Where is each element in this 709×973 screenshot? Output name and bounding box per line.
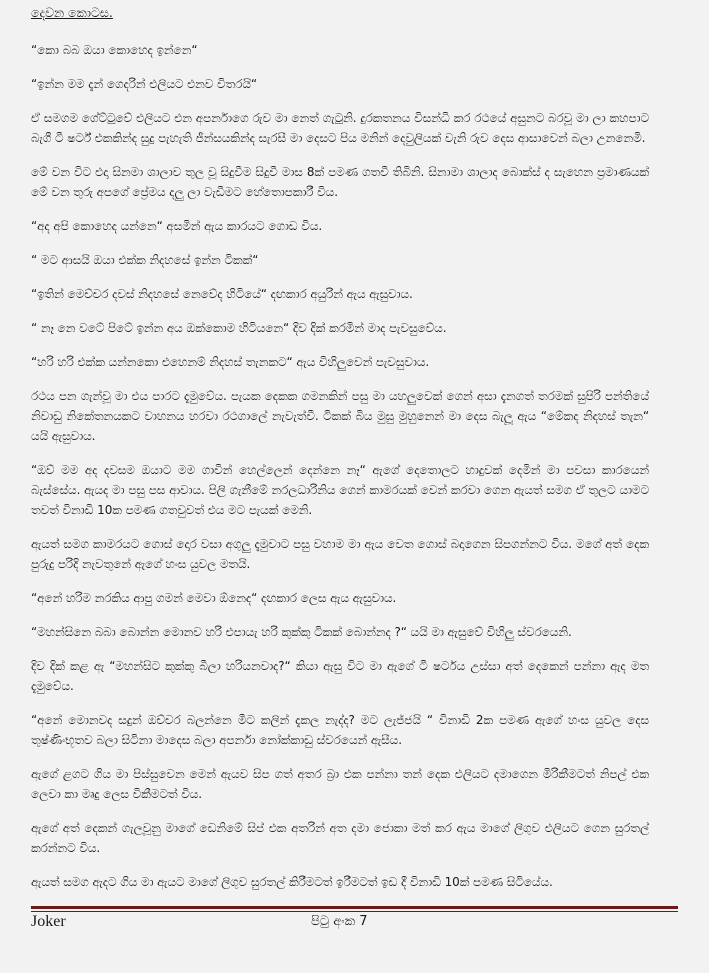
body-text <box>31 40 649 892</box>
paragraph: “ඔව් මම අද දවසම ඔයාට මම ගාවින් හෙල්ලෙන් දෙන්නෙ නෑ“ ඇගේ දෙතොලට හාදුවක් දෙමින් මා පවසා කාරයෙන් බැස්සේය. ඇයද මා පසු පස ආවාය. පිලි ගැනීමේ නරලධාරිනිය ගෙන් කාමරයක් වෙන් කරවා ගෙන ඇයත් සමග ඒ තුලට යාමට තවත් විනාඩි 10ක පමණ ගතවුවත් එය මට පැයක් මෙනි. <box>31 463 649 517</box>
paragraph: “ මට ආසයි ඔයා එක්ක නිදහසේ ඉන්න ටිකක්“ <box>31 253 259 267</box>
paragraph: ඒ සමගම ගේට්ටුවේ එලියට එන අපර්නාගෙ රුව මා නෙත් ගැටුනි. දුරකතනය විසන්ධි කර රථයේ අසුනට බරවූ මා ලා කහපාට බැගී ටී ෂර්ට් එකකින්ද සුදු පැහැති ජීන්සයකින්ද සැරසී මා දෙසට පිය මනින් දෙවුලියක් වැනි රුව දෙස ආසාවෙන් බලා උනනෙමි. <box>31 111 649 145</box>
paragraph: “මහන්සිනෙ බබා බොන්න මොනව හරි එපායැ හරි කුක්කු ටිකක් බොන්නද ?“ යයි මා ඇසුවේ විහිලු ස්වරයෙනි. <box>31 625 572 639</box>
paragraph: රථය පන ගැන්වූ මා එය පාරට දැමුවේය. පැයක දෙකක ගමනකින් පසු මා යහලුවෙක් ගෙන් අසා දැනගත් තරමක් සුපිරි පන්තියේ නිවාඩු නිකේතනයකට වාහනය හරවා රථගාලේ නැවැත්වී. ටිකක් බිය මුසු මුහුනෙන් මා දෙස බැලූ ඇය “මේකද නිදහස් තැන“ යයි ඇසුවාය. <box>31 389 649 443</box>
section-heading: දෙවන කොටස. <box>31 5 113 20</box>
paragraph: “හරි හරි එක්ක යන්නකො එහෙනම් නිදහස් තැනකට“ ඇය විහිලුවෙන් පැවසුවාය. <box>31 355 430 369</box>
paragraph: දිව දික් කළ ඇ “මහන්සිට කුක්කු බීලා හරියනවාද?“ කියා ඇසු විට මා ඇගේ ටී ෂර්ටය උස්සා අත් දෙකෙන් පන්නා ඇද මත දැමුවේය. <box>31 659 649 693</box>
footer-author: Joker <box>31 913 66 930</box>
paragraph: “ නෑ නෙ වටේ පිටේ ඉන්න අය ඔක්කොම හිටියනෙ“ දිව දික් කරමින් මාද පැවසුවේය. <box>31 321 447 335</box>
paragraph: “අනේ මොනවද සදුන් ඔච්චර බලන්නෙ මීට කලින් දැකල නැද්ද? මට ලැජ්ජයි “ විනාඩි 2ක පමණ ඇගේ හංස යුවල දෙස තුෂ්ණිංභූතව බලා සිටිනා මාදෙස බලා අපර්නා නෝක්කාඩු ස්වරයෙන් ඇසීය. <box>31 713 649 747</box>
paragraph: ඇයත් සමග කාමරයට ගොස් දොර වසා අගුලු දැමුවාට පසු වහාම මා ඇය වෙත ගොස් බදාගෙන සිපගන්නට විය. මගේ අත් දෙක පුරුදු පරිදි නැවතුනේ ඇගේ හංස යුවල මතයි. <box>31 537 649 571</box>
footer-divider-thin <box>31 911 678 912</box>
page-number: පිටු අංක 7 <box>311 914 368 929</box>
paragraph: “අද අපි කොහෙද යන්නෙ“ අසමින් ඇය කාරයට ගොඩ විය. <box>31 219 323 233</box>
paragraph: “ඉතින් මෙච්චර දවස් නිදහසේ නෙවේද හිටියේ“ දඟකාර අයුරින් ඇය ඇසුවාය. <box>31 287 413 301</box>
footer-divider <box>31 906 678 909</box>
paragraph: ඇගේ අත් දෙකන් ගැලවූනු මාගේ ඩෙනිමේ සිප් එක අතරින් අත දමා ජොකා මත් කර ඇය මාගේ ලිගුව එලියට ගෙන සුරතල් කරන්නට විය. <box>31 821 649 855</box>
paragraph: ඇයත් සමග ඇදට ගිය මා ඇයට මාගේ ලිගුව සුරතල් කිරීමටත් ඉරීමටත් ඉඩ දී විනාඩි 10ක් පමණ සිටියේය. <box>31 875 553 889</box>
paragraph: “කො බබ ඔයා කොහෙද ඉන්නෙ“ <box>31 43 198 57</box>
paragraph: “අනේ හරිම නරකිය ආපු ගමන් මෙවා ඕනෙද“ දඟකාර ලෙස ඇය ඇසුවාය. <box>31 591 397 605</box>
paragraph: “ඉන්න මම දැන් ගෙදරින් එලියට එනව විතරයි“ <box>31 77 258 91</box>
paragraph: මේ වන විට එදා සිනමා ශාලාව තුල වූ සිදුවීම සිදුවී මාස 8ක් පමණ ගතවී තිබිනි. සිනාමා ශාලාද බොක්ස් ද සැහෙන ප්‍රමාණයක් මේ වන තුරු අපගේ ප්‍රේමය දලු ලා වැඩීමට හේතොපකාරී විය. <box>31 165 649 199</box>
paragraph: ඇගේ ළගට ගිය මා පිස්සුවෙන මෙන් ඇයව සිප ගත් අතර බ්‍රා එක පන්නා තන් දෙක එලියට දමාගෙන මිරිකීමටත් නිපල් එක ලෙවා කා මෘදු ලෙස විකීමටත් විය. <box>31 767 649 801</box>
